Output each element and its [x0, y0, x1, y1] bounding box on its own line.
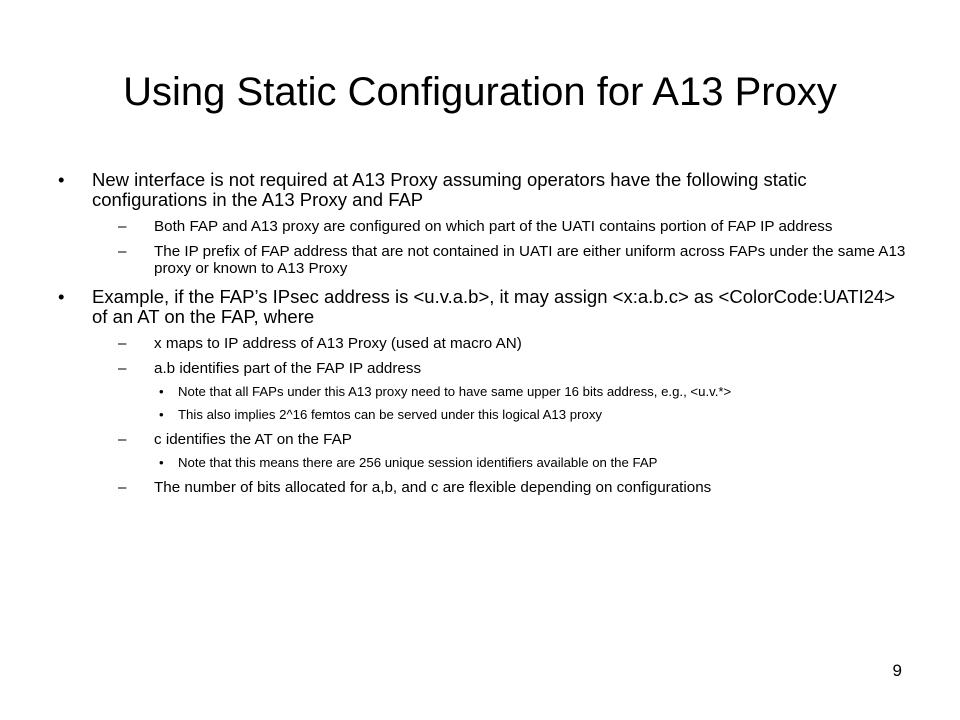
dash-marker: –: [118, 360, 127, 377]
dash-marker: –: [118, 218, 127, 235]
bullet-text: This also implies 2^16 femtos can be served under this logical A13 proxy: [178, 407, 603, 422]
bullet-level2: [58, 243, 908, 277]
bullet-level3: [58, 406, 908, 423]
bullet-text: x maps to IP address of A13 Proxy (used at macro AN): [154, 335, 522, 352]
bullet-level2: [58, 218, 908, 235]
bullet-level2: [58, 360, 908, 377]
bullet-level1: [58, 170, 908, 210]
bullet-text: Note that this means there are 256 unique session identifiers available on the FAP: [178, 455, 658, 470]
bullet-text: a.b identifies part of the FAP IP address: [154, 360, 422, 377]
dash-marker: –: [118, 479, 127, 496]
bullet-level3: [58, 454, 908, 471]
bullet-level1: [58, 287, 908, 327]
bullet-level2: [58, 431, 908, 448]
bullet-marker: •: [58, 286, 65, 307]
slide-title: Using Static Configuration for A13 Proxy: [123, 70, 837, 114]
bullet-text: New interface is not required at A13 Proxy assuming operators have the following static configurations in the A13 Proxy and FAP: [92, 169, 807, 210]
bullet-level2: [58, 479, 908, 496]
bullet-marker: •: [58, 169, 65, 190]
bullet-text: Note that all FAPs under this A13 proxy need to have same upper 16 bits address, e.g., <u.v.*>: [178, 384, 732, 399]
dash-marker: –: [118, 431, 127, 448]
bullet-marker: •: [159, 384, 164, 399]
page-number: 9: [892, 661, 902, 680]
bullet-text: c identifies the AT on the FAP: [154, 431, 352, 448]
bullet-text: The IP prefix of FAP address that are not contained in UATI are either uniform across FAPs under the same A13 proxy or known to A13 Proxy: [154, 243, 906, 277]
bullet-text: The number of bits allocated for a,b, and c are flexible depending on configurations: [154, 479, 712, 496]
bullet-level3: [58, 383, 908, 400]
dash-marker: –: [118, 243, 127, 260]
bullet-level2: [58, 335, 908, 352]
bullet-marker: •: [159, 407, 164, 422]
bullet-text: Both FAP and A13 proxy are configured on which part of the UATI contains portion of FAP IP address: [154, 218, 833, 235]
bullet-marker: •: [159, 455, 164, 470]
dash-marker: –: [118, 335, 127, 352]
bullet-text: Example, if the FAP’s IPsec address is <u.v.a.b>, it may assign <x:a.b.c> as <ColorCode:UATI24> of an AT on the FAP, where: [92, 286, 896, 327]
slide-content: [58, 170, 908, 496]
